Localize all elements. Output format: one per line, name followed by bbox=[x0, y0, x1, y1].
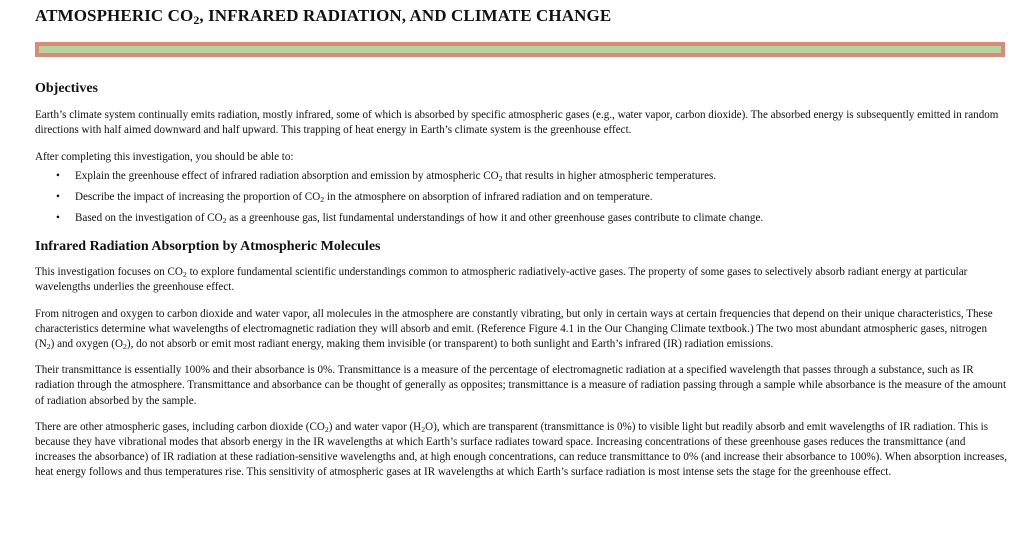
paragraph: There are other atmospheric gases, including carbon dioxide $(CO_2)$ and water vapor $(H_2O)$, which are transparent (transmittance is 0%) to visible light but readily absorb and emit wavelengths of IR radiation. This is because they have vibrational modes that absorb energy in the IR wavelengths at which Earth’s surface radiates toward space. Increasing concentrations of these greenhouse gases reduces the transmittance (and increases the absorbance) of IR radiation at these radiation-sensitive wavelengths and, at high enough concentrations, can reduce transmittance to 0% (and increase their absorbance to 100%). When absorption increases, heat energy follows and thus temperatures rise. This sensitivity of atmospheric gases at IR wavelengths at which Earth’s surface radiation is most intense sets the stage for the greenhouse effect. bbox=[35, 420, 1007, 479]
objectives-lead: After completing this investigation, you should be able to: bbox=[35, 151, 294, 164]
section-heading: Infrared Radiation Absorption by Atmospheric Molecules bbox=[35, 239, 381, 255]
paragraph: Their transmittance is essentially 100% and their absorbance is 0%. Transmittance is a measure of the percentage of electromagnetic radiation at a specified wavelength that passes through a substance, such as IR radiation through the atmosphere. Transmittance and absorbance can be thought of generally as opposites; transmittance is a measure of radiation passing through a sample while absorbance is the measure of the amount of radiation absorbed by the sample. bbox=[35, 364, 1007, 407]
list-item: • Based on the investigation of $CO_2$ as a greenhouse gas, list fundamental understandings of how it and other greenhouse gases contribute to climate change. bbox=[35, 211, 1007, 226]
objectives-heading: Objectives bbox=[35, 81, 98, 96]
objectives-intro: Earth’s climate system continually emits radiation, mostly infrared, some of which is absorbed by specific atmospheric gases (e.g., water vapor, carbon dioxide). The absorbed energy is subsequently emitted in random directions with half aimed downward and half upward. This trapping of heat energy in Earth’s climate system is the greenhouse effect. bbox=[35, 109, 999, 137]
title-banner-divider bbox=[35, 42, 1005, 57]
document-body bbox=[35, 72, 1007, 481]
list-item: • Explain the greenhouse effect of infrared radiation absorption and emission by atmospheric $CO_2$ that results in higher atmospheric temperatures. bbox=[35, 169, 1007, 184]
paragraph: This investigation focuses on $CO_2$ to explore fundamental scientific understandings common to atmospheric radiatively-active gases. The property of some gases to selectively absorb radiant energy at particular wavelengths underlies the greenhouse effect. bbox=[35, 266, 968, 294]
paragraph: From nitrogen and oxygen to carbon dioxide and water vapor, all molecules in the atmosphere are constantly vibrating, but only in certain ways at certain frequencies that depend on their unique characteristics, These characteristics determine what wavelengths of electromagnetic radiation they will absorb and emit. (Reference Figure 4.1 in the Our Changing Climate textbook.) The two most abundant atmospheric gases, nitrogen $(N_2)$ and oxygen $(O_2)$, do not absorb or emit most radiant energy, making them invisible (or transparent) to both sunlight and Earth’s infrared (IR) radiation emissions. bbox=[35, 307, 993, 351]
objectives-list bbox=[35, 169, 1007, 227]
list-item: • Describe the impact of increasing the proportion of $CO_2$ in the atmosphere on absorption of infrared radiation and on temperature. bbox=[35, 190, 1007, 205]
page-title: ATMOSPHERIC $CO_2$, INFRARED RADIATION, AND CLIMATE CHANGE bbox=[35, 6, 612, 27]
